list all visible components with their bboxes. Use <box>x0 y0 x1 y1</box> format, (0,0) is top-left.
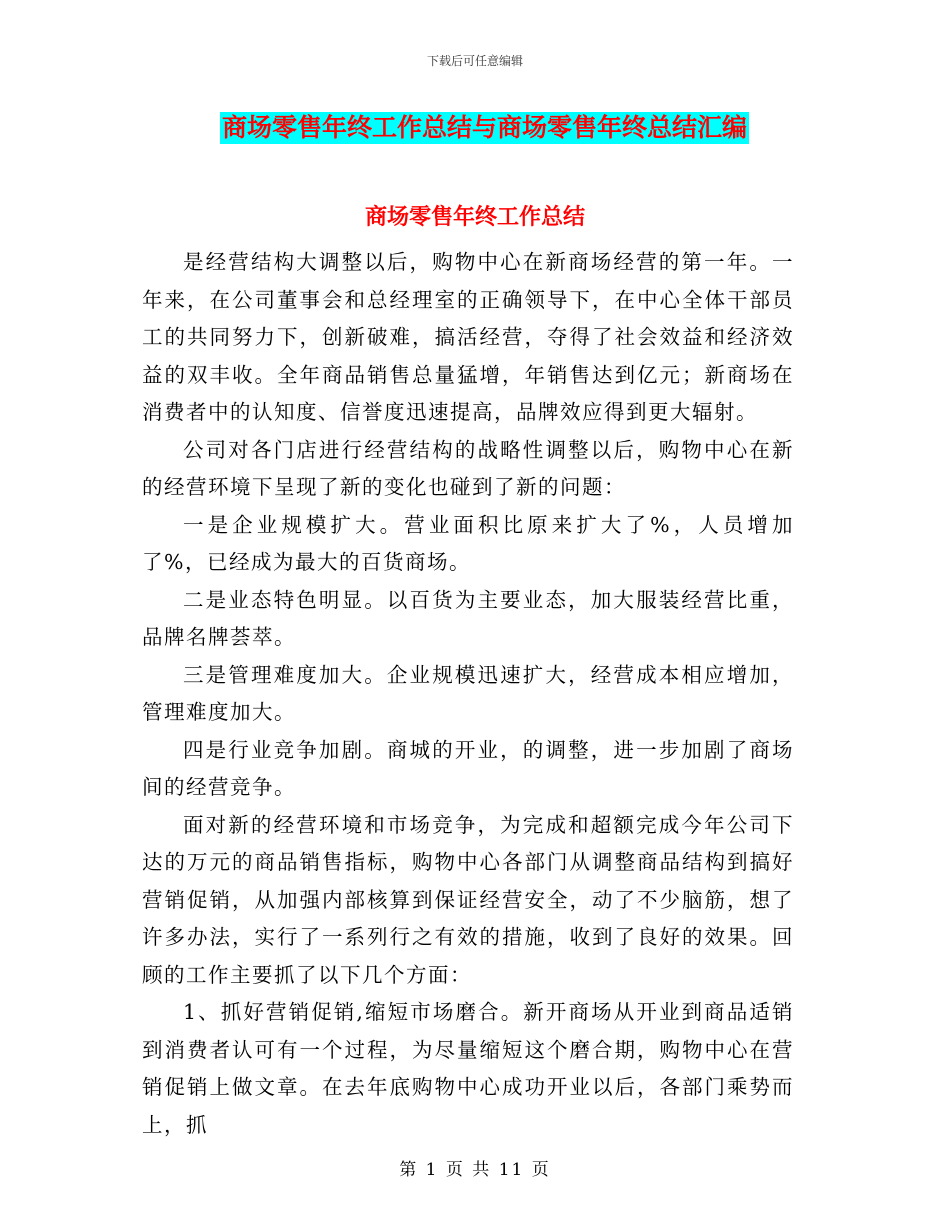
paragraph: 二是业态特色明显。以百货为主要业态，加大服装经营比重，品牌名牌荟萃。 <box>142 587 794 649</box>
page-header-note: 下载后可任意编辑 <box>426 54 523 68</box>
paragraph: 面对新的经营环境和市场竞争，为完成和超额完成今年公司下达的万元的商品销售指标，购物中心各部门从调整商品结构到搞好营销促销，从加强内部核算到保证经营安全，动了不少脑筋，想了许多办法，实行了一系列行之有效的措施，收到了良好的效果。回顾的工作主要抓了以下几个方面： <box>142 812 794 987</box>
paragraph: 四是行业竞争加剧。商城的开业，的调整，进一步加剧了商场间的经营竞争。 <box>142 737 794 799</box>
section-title: 商场零售年终工作总结 <box>364 205 585 230</box>
paragraph: 公司对各门店进行经营结构的战略性调整以后，购物中心在新的经营环境下呈现了新的变化也碰到了新的问题： <box>142 437 794 499</box>
paragraph: 三是管理难度加大。企业规模迅速扩大，经营成本相应增加，管理难度加大。 <box>142 662 794 724</box>
page-number-footer: 第 1 页 共 11 页 <box>399 1160 551 1180</box>
paragraph: 一是企业规模扩大。营业面积比原来扩大了%，人员增加了%，已经成为最大的百货商场。 <box>142 512 794 574</box>
paragraph: 1、抓好营销促销,缩短市场磨合。新开商场从开业到商品适销到消费者认可有一个过程，为尽量缩短这个磨合期，购物中心在营销促销上做文章。在去年底购物中心成功开业以后，各部门乘势而上，抓 <box>142 1000 794 1137</box>
document-body <box>142 244 794 1144</box>
document-main-title: 商场零售年终工作总结与商场零售年终总结汇编 <box>222 113 748 142</box>
paragraph: 是经营结构大调整以后，购物中心在新商场经营的第一年。一年来，在公司董事会和总经理室的正确领导下，在中心全体干部员工的共同努力下，创新破难，搞活经营，夺得了社会效益和经济效益的双丰收。全年商品销售总量猛增，年销售达到亿元；新商场在消费者中的认知度、信誉度迅速提高，品牌效应得到更大辐射。 <box>142 250 794 424</box>
